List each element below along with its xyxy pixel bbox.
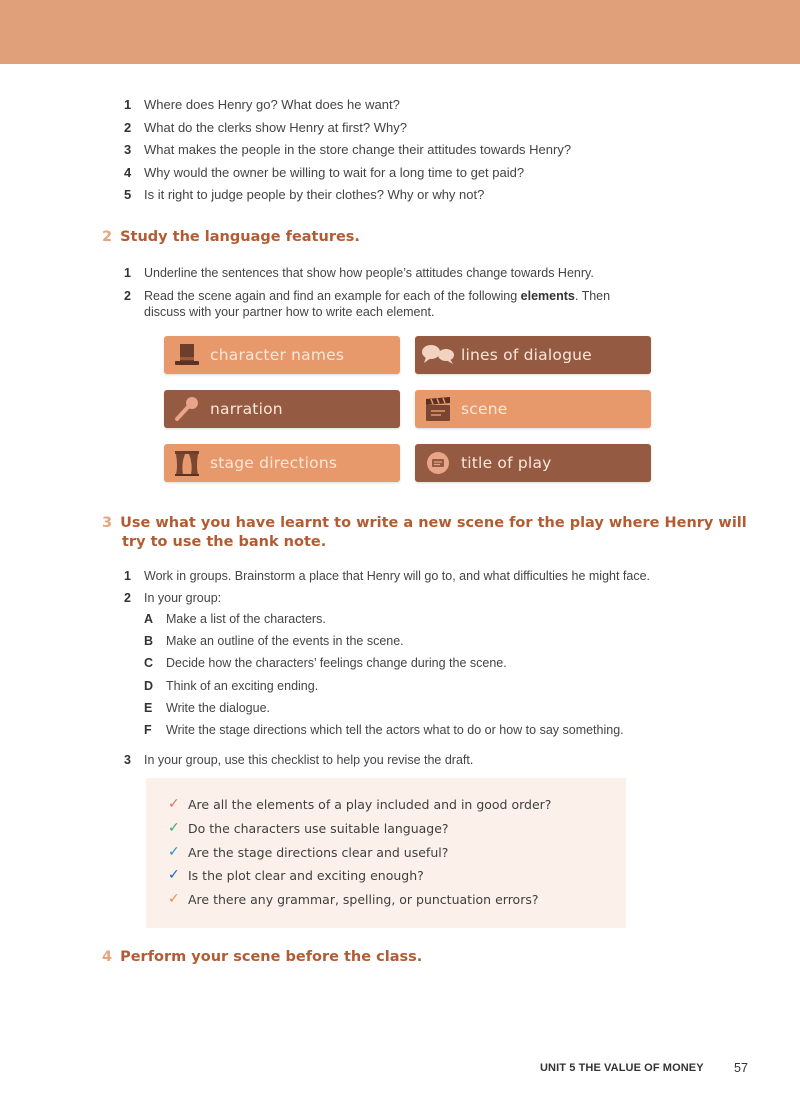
step-text: Make a list of the characters. bbox=[166, 612, 326, 626]
section-title: Use what you have learnt to write a new scene for the play where Henry will bbox=[120, 515, 747, 531]
unit-title: UNIT 5 THE VALUE OF MONEY bbox=[540, 1062, 704, 1074]
script-scroll-icon bbox=[415, 444, 461, 482]
section-title: Perform your scene before the class. bbox=[120, 949, 423, 965]
question-list bbox=[124, 94, 744, 207]
question-number: 5 bbox=[124, 187, 132, 202]
question-item bbox=[124, 94, 744, 117]
element-character-names bbox=[164, 336, 400, 374]
item-number: 1 bbox=[124, 569, 131, 583]
checklist-text: Are there any grammar, spelling, or punctuation errors? bbox=[188, 891, 539, 907]
item-text: Underline the sentences that show how people’s attitudes change towards Henry. bbox=[144, 266, 594, 280]
step-letter: E bbox=[144, 701, 153, 715]
item-number: 3 bbox=[124, 753, 131, 767]
clapperboard-icon bbox=[415, 390, 461, 428]
step-text: Make an outline of the events in the scene. bbox=[166, 634, 404, 648]
microphone-icon bbox=[164, 390, 210, 428]
step-letter: F bbox=[144, 723, 152, 737]
step-letter: B bbox=[144, 634, 154, 648]
step-item bbox=[144, 679, 318, 693]
header-band bbox=[0, 0, 800, 64]
step-letter: C bbox=[144, 656, 154, 670]
step-letter: A bbox=[144, 612, 154, 626]
question-number: 1 bbox=[124, 97, 132, 112]
element-label: character names bbox=[210, 346, 345, 364]
section-3-item-2 bbox=[124, 590, 221, 606]
item-text-bold: elements bbox=[520, 289, 575, 303]
check-icon: ✓ bbox=[168, 867, 180, 883]
question-item bbox=[124, 162, 744, 185]
item-number: 2 bbox=[124, 591, 131, 605]
checklist-text: Do the characters use suitable language? bbox=[188, 820, 449, 836]
question-number: 3 bbox=[124, 142, 132, 157]
checklist-item bbox=[168, 867, 424, 883]
step-item bbox=[144, 656, 507, 670]
checklist-item bbox=[168, 796, 551, 812]
speech-bubbles-icon bbox=[415, 336, 461, 374]
item-text: In your group, use this checklist to help you revise the draft. bbox=[144, 753, 474, 767]
question-text: Is it right to judge people by their clothes? Why or why not? bbox=[144, 187, 485, 202]
section-title: Study the language features. bbox=[120, 229, 360, 245]
step-text: Write the dialogue. bbox=[166, 701, 270, 715]
top-hat-icon bbox=[164, 336, 210, 374]
step-item bbox=[144, 612, 326, 626]
section-number: 2 bbox=[102, 229, 113, 245]
step-item bbox=[144, 701, 270, 715]
item-text: discuss with your partner how to write each element. bbox=[144, 305, 435, 319]
step-text: Write the stage directions which tell the actors what to do or how to say something. bbox=[166, 723, 624, 737]
element-label: narration bbox=[210, 400, 283, 418]
item-text: In your group: bbox=[144, 591, 222, 605]
section-number: 3 bbox=[102, 515, 113, 531]
question-text: Why would the owner be willing to wait for a long time to get paid? bbox=[144, 164, 525, 180]
step-item bbox=[144, 634, 404, 648]
checklist-item bbox=[168, 820, 449, 836]
section-2-item-2 bbox=[124, 288, 610, 320]
section-3-item-1 bbox=[124, 568, 650, 584]
checklist-text: Are the stage directions clear and useful? bbox=[188, 844, 449, 860]
checklist-item bbox=[168, 891, 539, 907]
check-icon: ✓ bbox=[168, 796, 180, 812]
check-icon: ✓ bbox=[168, 891, 180, 907]
element-narration bbox=[164, 390, 400, 428]
page-number: 57 bbox=[734, 1061, 748, 1075]
question-text: What do the clerks show Henry at first? Why? bbox=[144, 119, 407, 135]
question-text: What makes the people in the store change their attitudes towards Henry? bbox=[144, 142, 572, 157]
step-text: Think of an exciting ending. bbox=[166, 679, 319, 693]
section-2-heading bbox=[102, 229, 360, 245]
question-text: Where does Henry go? What does he want? bbox=[144, 97, 400, 112]
question-item bbox=[124, 139, 744, 162]
element-scene bbox=[415, 390, 651, 428]
section-number: 4 bbox=[102, 949, 113, 965]
check-icon: ✓ bbox=[168, 820, 180, 836]
question-number: 2 bbox=[124, 119, 132, 135]
item-text: Work in groups. Brainstorm a place that Henry will go to, and what difficulties he might face. bbox=[144, 569, 651, 583]
check-icon: ✓ bbox=[168, 844, 180, 860]
checklist-item bbox=[168, 844, 448, 860]
checklist-text: Are all the elements of a play included and in good order? bbox=[188, 796, 552, 812]
stage-curtain-icon bbox=[164, 444, 210, 482]
item-number: 1 bbox=[124, 266, 131, 280]
element-label: title of play bbox=[461, 454, 552, 472]
section-3-item-3 bbox=[124, 752, 473, 768]
step-item bbox=[144, 723, 624, 737]
element-lines-of-dialogue bbox=[415, 336, 651, 374]
element-title-of-play bbox=[415, 444, 651, 482]
item-text: Read the scene again and find an example for each of the following bbox=[144, 289, 521, 303]
element-label: scene bbox=[461, 400, 508, 418]
item-number: 2 bbox=[124, 289, 131, 303]
step-text: Decide how the characters’ feelings change during the scene. bbox=[166, 656, 507, 670]
section-3-heading bbox=[102, 514, 747, 552]
item-text: . Then bbox=[574, 289, 611, 303]
question-item bbox=[124, 117, 744, 140]
question-number: 4 bbox=[124, 164, 132, 180]
element-label: stage directions bbox=[210, 454, 338, 472]
element-label: lines of dialogue bbox=[461, 346, 592, 364]
question-item bbox=[124, 184, 744, 207]
element-stage-directions bbox=[164, 444, 400, 482]
step-letter: D bbox=[144, 679, 154, 693]
section-2-item-1 bbox=[124, 265, 594, 281]
section-title: try to use the bank note. bbox=[122, 534, 327, 550]
section-4-heading bbox=[102, 949, 422, 965]
checklist-text: Is the plot clear and exciting enough? bbox=[188, 867, 424, 883]
